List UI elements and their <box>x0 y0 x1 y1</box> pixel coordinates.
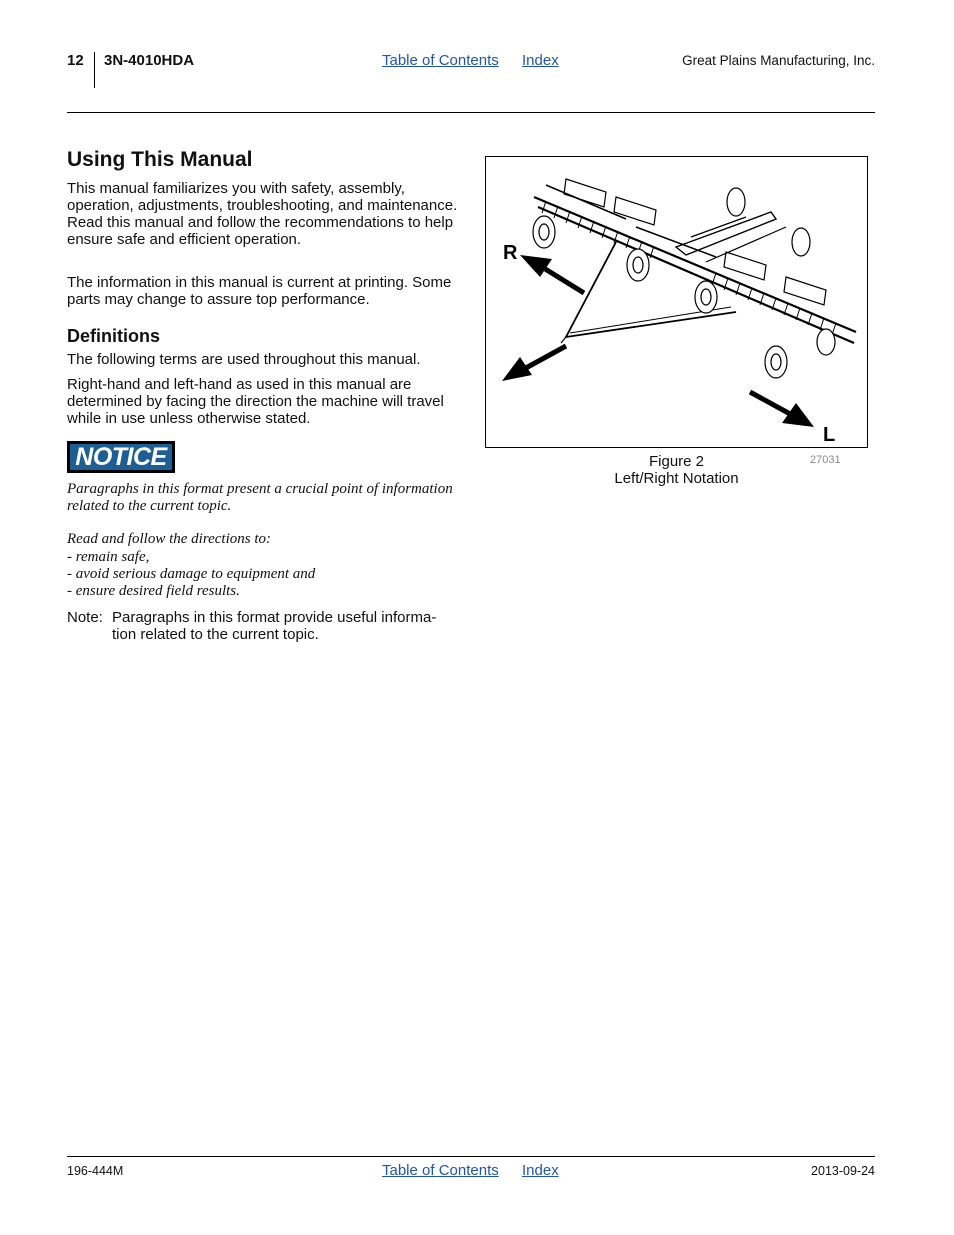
label-r: R <box>503 242 518 264</box>
header-divider <box>94 52 95 88</box>
figure-caption-title: Left/Right Notation <box>614 470 739 487</box>
label-l: L <box>823 424 836 446</box>
notice-lead: Read and follow the directions to: <box>67 531 272 547</box>
footer-rule <box>67 1156 875 1157</box>
intro-paragraph: This manual familiarizes you with safety, assembly, operation, adjustments, troubleshooting, and maintenance. Read this manual and follow the recommendations to help ensure safe and efficient operation. <box>67 180 458 248</box>
header-rule <box>67 112 875 113</box>
notice-item-3: - ensure desired field results. <box>67 583 240 599</box>
machine-illustration <box>486 157 867 447</box>
footer-toc-link[interactable]: Table of Contents <box>382 1162 499 1179</box>
note-text: Paragraphs in this format provide useful informa-tion related to the current topic. <box>112 609 437 643</box>
definitions-title: Definitions <box>67 326 160 346</box>
note-label: Note: <box>67 609 103 626</box>
currency-paragraph: The information in this manual is current at printing. Some parts may change to assure top performance. <box>67 274 452 308</box>
header-toc-link[interactable]: Table of Contents <box>382 52 499 69</box>
figure-frame <box>485 156 868 448</box>
figure-caption-number: Figure 2 <box>648 453 705 470</box>
header-index-link[interactable]: Index <box>522 52 559 69</box>
page-number: 12 <box>67 52 84 69</box>
publication-date: 2013-09-24 <box>811 1164 875 1178</box>
definitions-paragraph-1: The following terms are used throughout this manual. <box>67 351 421 368</box>
notice-item-2: - avoid serious damage to equipment and <box>67 566 316 582</box>
notice-paragraph: Paragraphs in this format present a crucial point of information related to the current topic. <box>67 481 453 514</box>
company-name: Great Plains Manufacturing, Inc. <box>682 53 875 68</box>
figure-image-id: 27031 <box>810 454 841 466</box>
document-number: 196-444M <box>67 1164 124 1178</box>
notice-badge-label: NOTICE <box>70 444 172 470</box>
notice-badge <box>67 441 175 473</box>
notice-item-1: - remain safe, <box>67 549 150 565</box>
model-number: 3N-4010HDA <box>104 52 195 69</box>
footer-index-link[interactable]: Index <box>522 1162 559 1179</box>
section-title: Using This Manual <box>67 148 253 171</box>
definitions-paragraph-2: Right-hand and left-hand as used in this manual are determined by facing the direction the machine will travel while in use unless otherwise stated. <box>67 376 444 427</box>
